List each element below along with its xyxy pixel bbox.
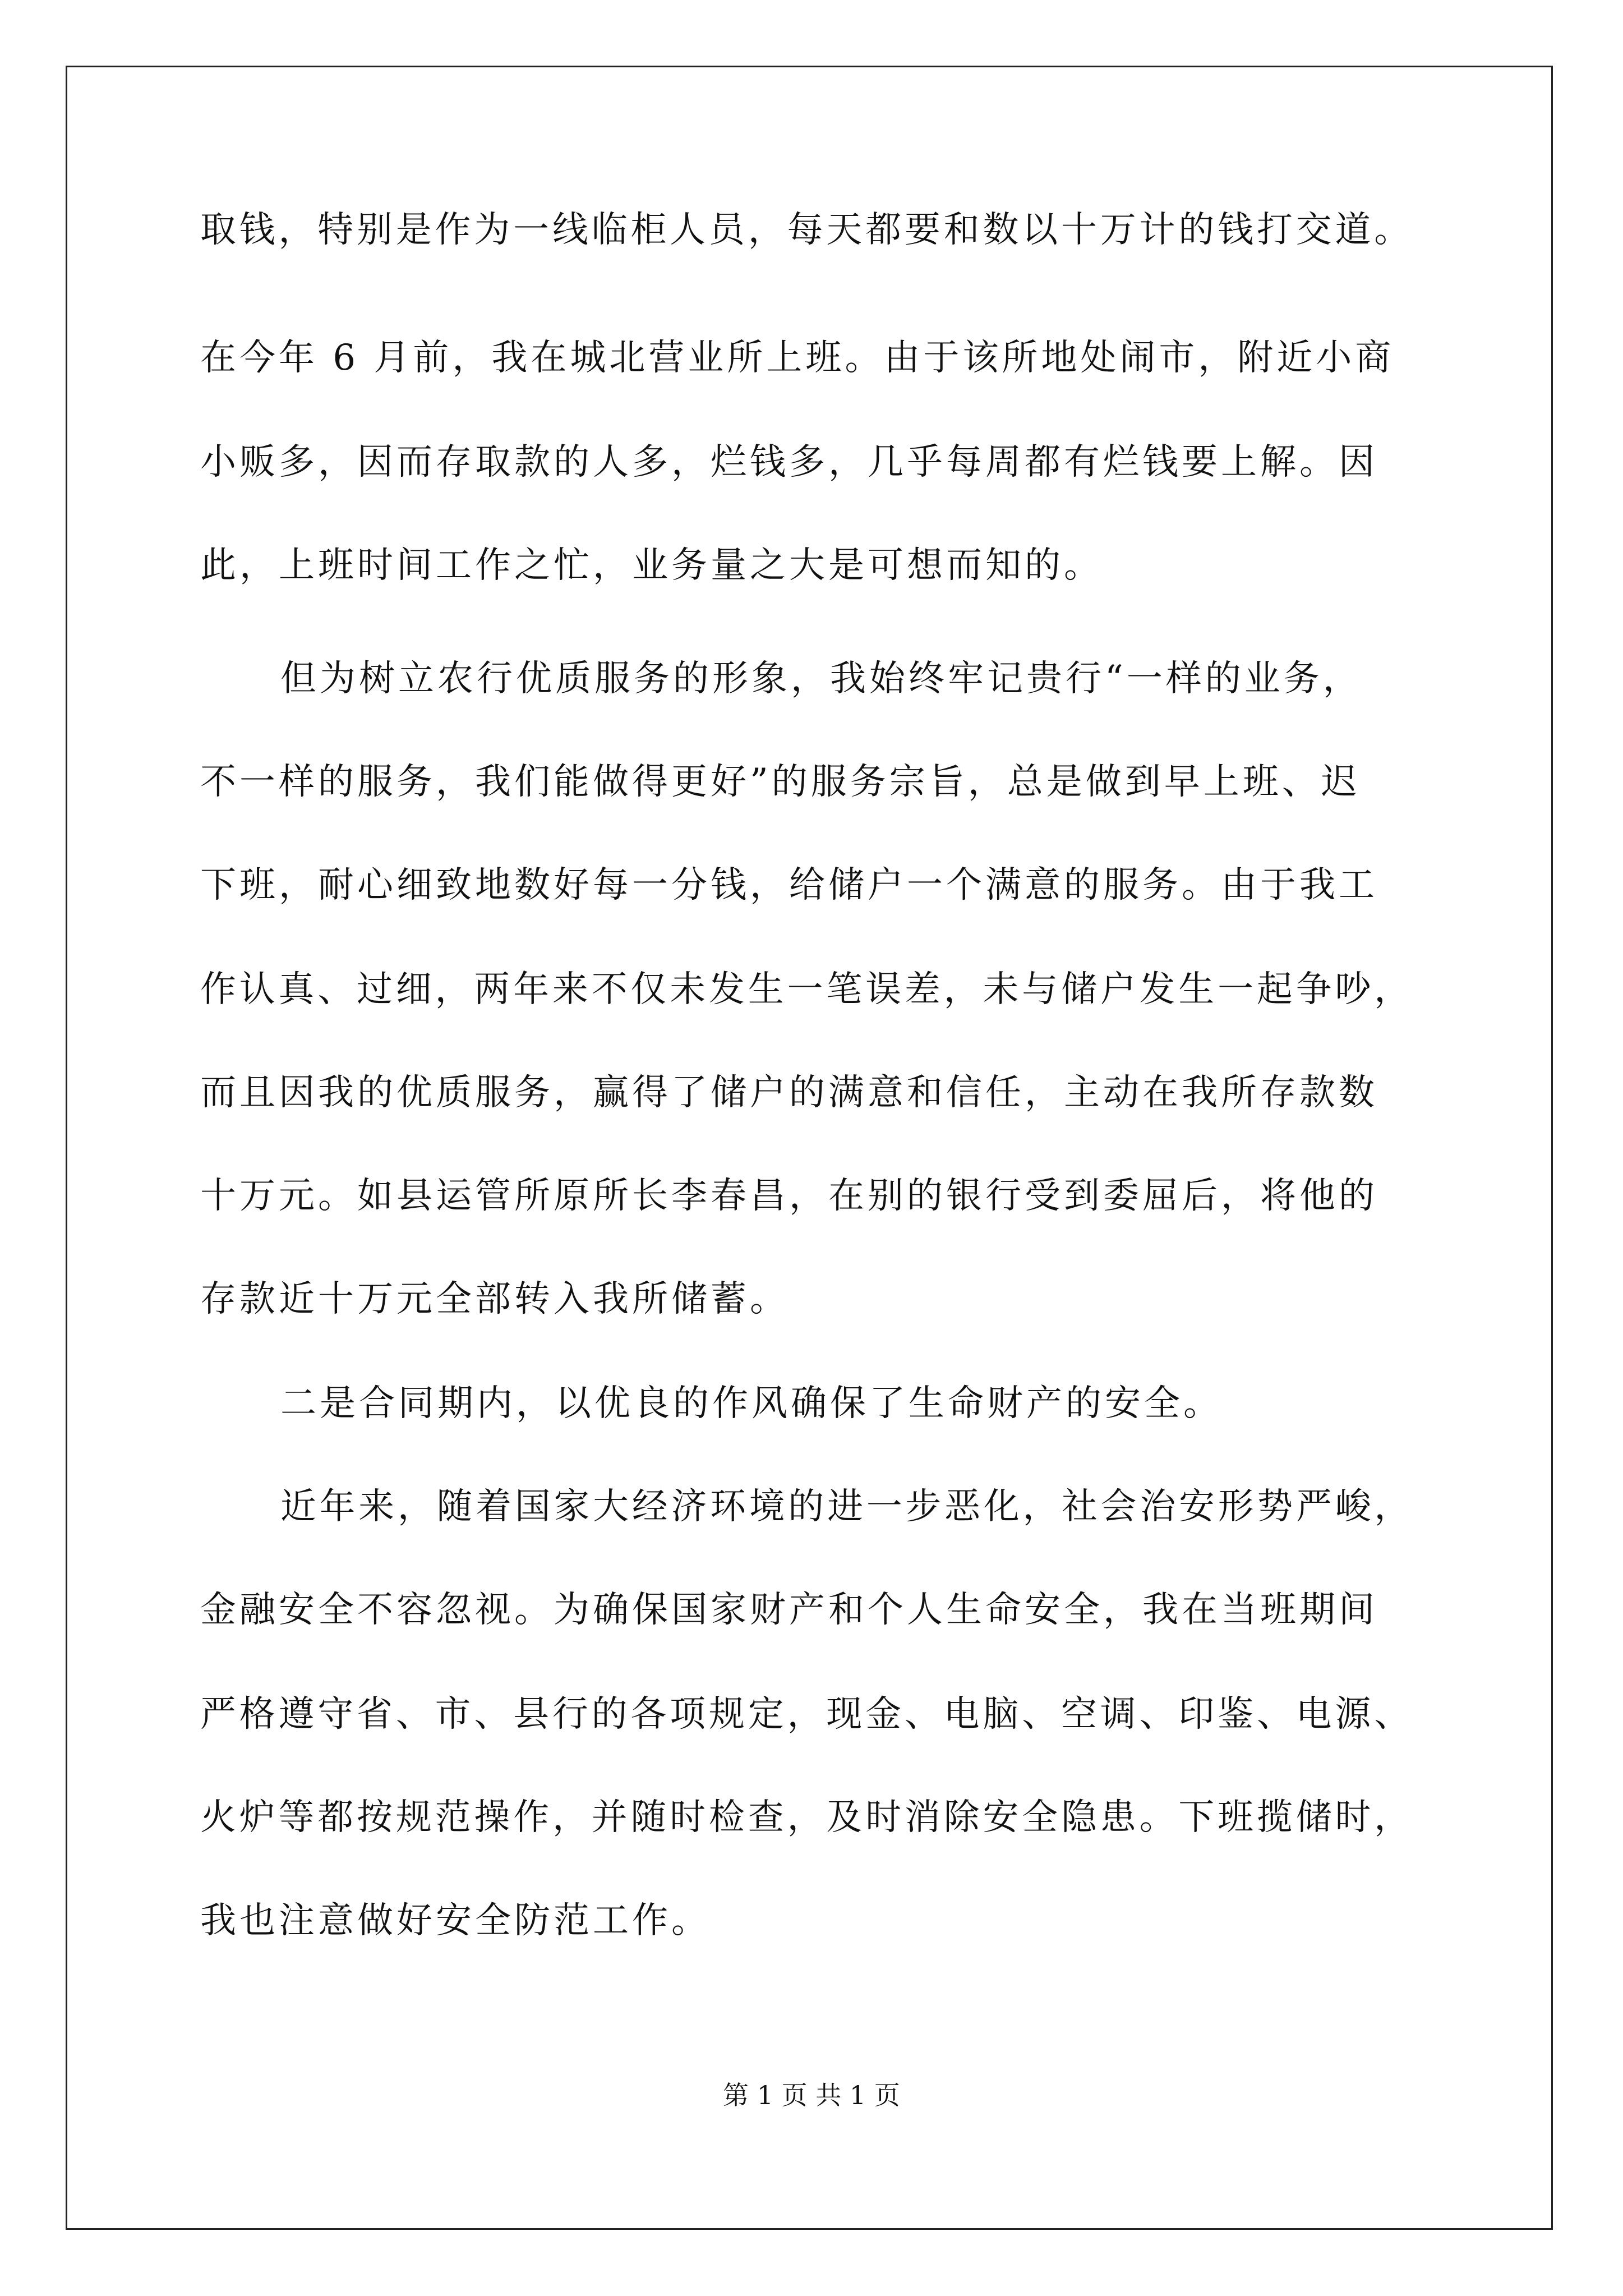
text-line: 二是合同期内，以优良的作风确保了生命财产的安全。 <box>280 1383 1223 1424</box>
text-line: 火炉等都按规范操作，并随时检查，及时消除安全隐患。下班揽储时， <box>200 1797 1414 1838</box>
text-line: 下班，耐心细致地数好每一分钱，给储户一个满意的服务。由于我工 <box>200 864 1378 906</box>
text-line: 严格遵守省、市、县行的各项规定，现金、电脑、空调、印鉴、电源、 <box>200 1694 1414 1735</box>
text-line: 但为树立农行优质服务的形象，我始终牢记贵行“一样的业务， <box>280 658 1362 700</box>
text-line: 存款近十万元全部转入我所储蓄。 <box>200 1278 789 1320</box>
text-line: 而且因我的优质服务，赢得了储户的满意和信任，主动在我所存款数 <box>200 1072 1378 1114</box>
text-line: 此，上班时间工作之忙，业务量之大是可想而知的。 <box>200 545 1103 586</box>
text-line: 小贩多，因而存取款的人多，烂钱多，几乎每周都有烂钱要上解。因 <box>200 441 1378 483</box>
page-number-footer: 第 1 页 共 1 页 <box>723 2080 900 2110</box>
text-line: 我也注意做好安全防范工作。 <box>200 1900 711 1941</box>
text-line: 近年来，随着国家大经济环境的进一步恶化，社会治安形势严峻， <box>280 1486 1414 1527</box>
text-line: 作认真、过细，两年来不仅未发生一笔误差，未与储户发生一起争吵， <box>200 969 1414 1010</box>
text-line: 金融安全不容忽视。为确保国家财产和个人生命安全，我在当班期间 <box>200 1589 1378 1631</box>
text-line: 在今年 6 月前，我在城北营业所上班。由于该所地处闹市，附近小商 <box>200 337 1395 379</box>
text-line: 十万元。如县运管所原所长李春昌，在别的银行受到委屈后，将他的 <box>200 1175 1378 1217</box>
text-line: 取钱，特别是作为一线临柜人员，每天都要和数以十万计的钱打交道。 <box>200 209 1414 251</box>
text-line: 不一样的服务，我们能做得更好”的服务宗旨，总是做到早上班、迟 <box>200 761 1361 803</box>
